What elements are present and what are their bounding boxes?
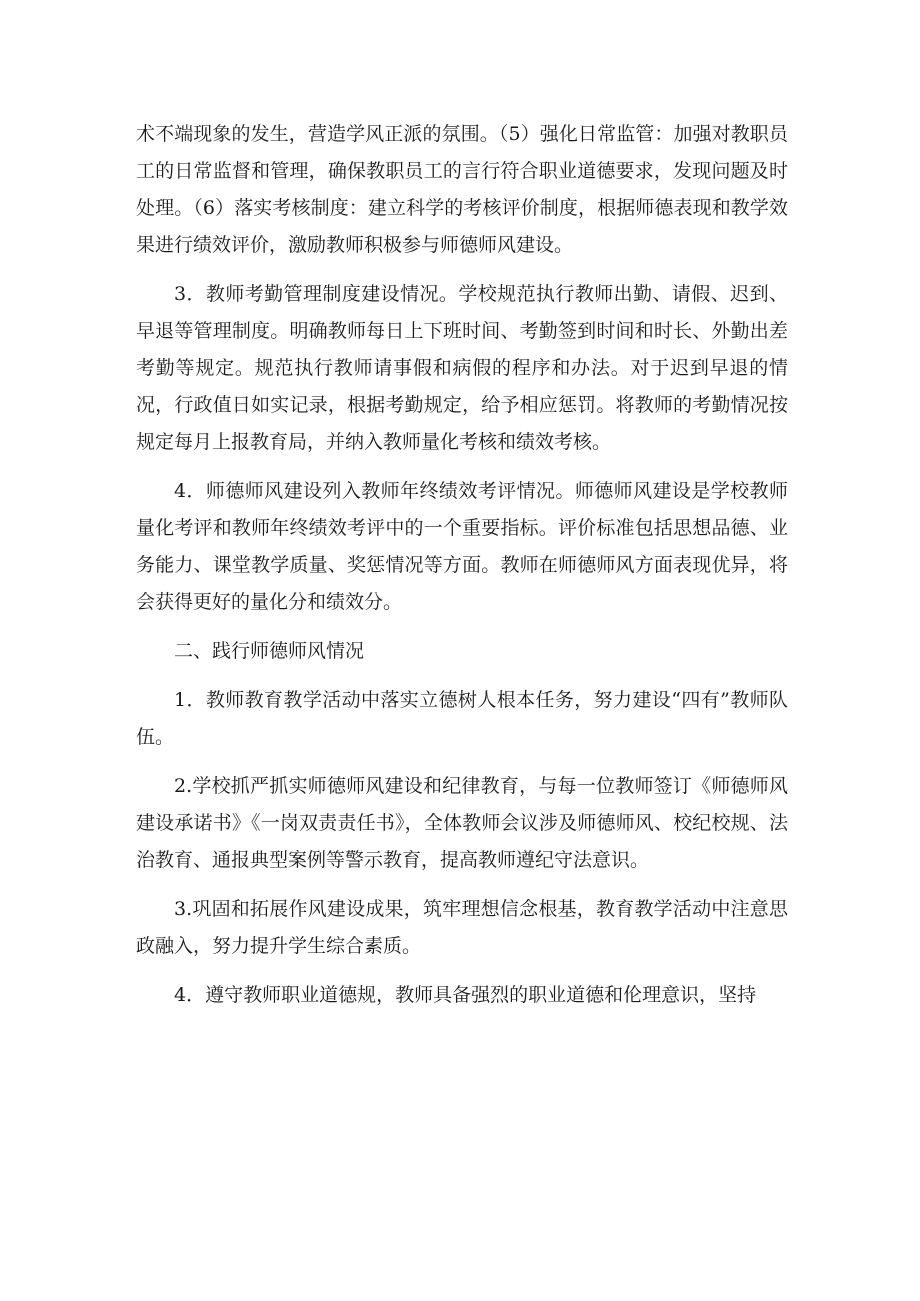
paragraph-attendance-management: 3．教师考勤管理制度建设情况。学校规范执行教师出勤、请假、迟到、早退等管理制度。明确教师每日上下班时间、考勤签到时间和时长、外勤出差考勤等规定。规范执行教师请事假和病假的程序和办法。对于迟到早退的情况，行政值日如实记录，根据考勤规定，给予相应惩罚。将教师的考勤情况按规定每月上报教育局，并纳入教师量化考核和绩效考核。 (136, 283, 788, 453)
section-heading-practice: 二、践行师德师风情况 (174, 640, 365, 662)
document-body (136, 116, 788, 1026)
paragraph-item-3: 3.巩固和拓展作风建设成果，筑牢理想信念根基，教育教学活动中注意思政融入，努力提升学生综合素质。 (136, 898, 788, 957)
paragraph-annual-evaluation: 4．师德师风建设列入教师年终绩效考评情况。师德师风建设是学校教师量化考评和教师年终绩效考评中的一个重要指标。评价标准包括思想品德、业务能力、课堂教学质量、奖惩情况等方面。教师在师德师风方面表现优异，将会获得更好的量化分和绩效分。 (136, 480, 788, 613)
paragraph-item-2: 2.学校抓严抓实师德师风建设和纪律教育，与每一位教师签订《师德师风建设承诺书》《一岗双责责任书》，全体教师会议涉及师德师风、校纪校规、法治教育、通报典型案例等警示教育，提高教师遵纪守法意识。 (136, 775, 788, 871)
paragraph-continued-text: 术不端现象的发生，营造学风正派的氛围。（5）强化日常监管：加强对教职员工的日常监督和管理，确保教职员工的言行符合职业道德要求，发现问题及时处理。（6）落实考核制度：建立科学的考核评价制度，根据师德表现和教学效果进行绩效评价，激励教师积极参与师德师风建设。 (136, 123, 788, 256)
paragraph-item-1: 1．教师教育教学活动中落实立德树人根本任务，努力建设“四有”教师队伍。 (136, 689, 788, 748)
paragraph-item-4: 4．遵守教师职业道德规，教师具备强烈的职业道德和伦理意识，坚持 (174, 984, 757, 1006)
